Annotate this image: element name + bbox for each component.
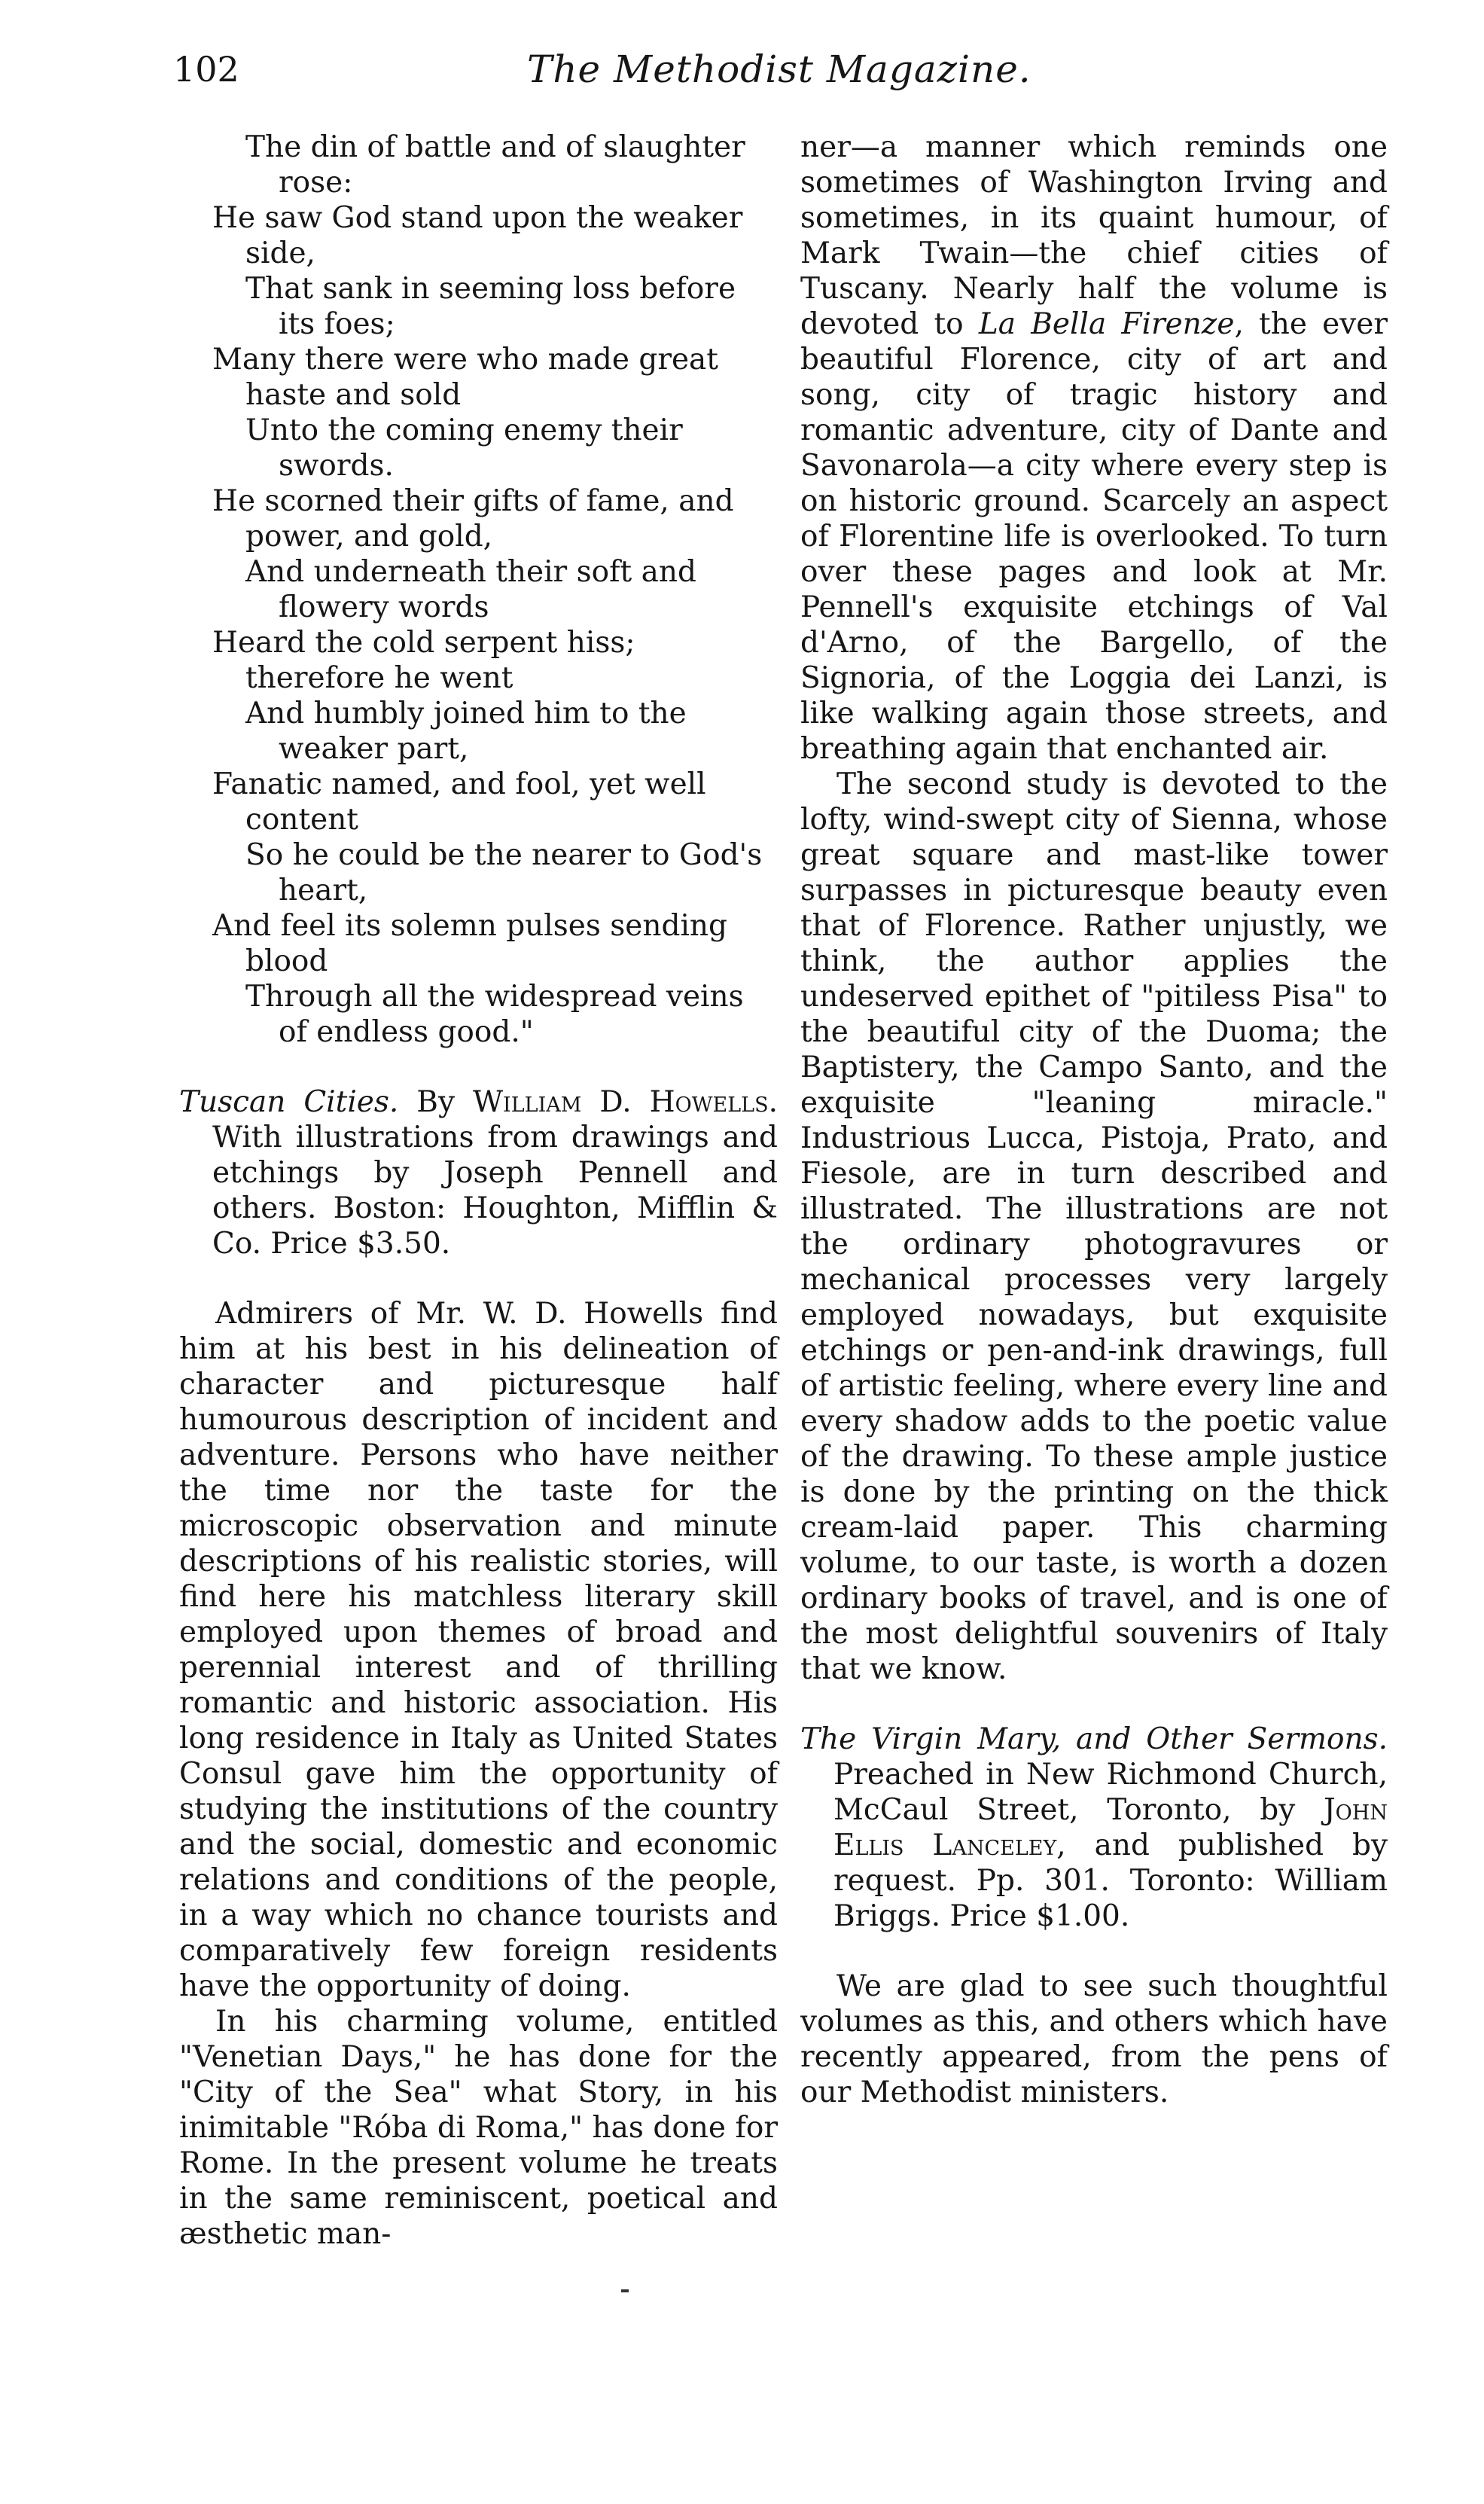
poem-line: He saw God stand upon the weaker side,: [212, 201, 743, 270]
paragraph-emphasis: La Bella Firenze: [978, 307, 1235, 341]
review-heading-virgin-mary: [800, 1722, 1388, 1934]
running-title: The Methodist Magazine.: [527, 47, 1031, 91]
book-details: and published by request. Pp. 301. Toronto: William Briggs. Price $1.00.: [833, 1828, 1388, 1933]
right-column: [800, 130, 1388, 2110]
poem-line: And humbly joined him to the weaker part,: [245, 697, 687, 766]
poem-line: Unto the coming enemy their swords.: [245, 413, 683, 483]
review-paragraph: Admirers of Mr. W. D. Howells find him at his best in his delineation of character and picturesque half humourous description of incident and adventure. Persons who have neither the time nor the taste for the microscopic observation and minute descriptions of his realistic stories, will find here his matchless literary skill employed upon themes of broad and perennial interest and of thrilling romantic and historic association. His long residence in Italy as United States Consul gave him the opportunity of studying the institutions of the country and the social, domestic and economic relations and conditions of the people, in a way which no chance tourists and comparatively few foreign residents have the opportunity of doing.: [179, 1297, 778, 2003]
poem-line: So he could be the nearer to God's heart,: [245, 838, 763, 907]
poem-quote: [179, 130, 778, 1050]
page-header: [0, 39, 1484, 99]
review-heading-tuscan-cities: [179, 1084, 778, 1261]
page-number: 102: [173, 49, 239, 90]
print-mark: [621, 2289, 629, 2292]
book-details: Preached in New Richmond Church, McCaul Street, Toronto, by: [833, 1758, 1388, 1827]
poem-line: That sank in seeming loss before its foes;: [245, 272, 736, 341]
paragraph-text: ner—a manner which reminds one sometimes of Washington Irving and sometimes, in its quaint humour, of Mark Twain—the chief cities of Tuscany. Nearly half the volume is devoted to: [800, 130, 1388, 341]
poem-line: He scorned their gifts of fame, and power, and gold,: [212, 484, 734, 554]
poem-line: The din of battle and of slaughter rose:: [245, 130, 745, 200]
poem-line: And feel its solemn pulses sending blood: [212, 909, 728, 978]
book-author: John Ellis Lanceley,: [833, 1793, 1388, 1862]
poem-line: Through all the widespread veins of endless good.": [245, 980, 744, 1049]
poem-line: Many there were who made great haste and sold: [212, 343, 718, 412]
paragraph-text: , the ever beautiful Florence, city of art and song, city of tragic history and romantic adventure, city of Dante and Savonarola—a city where every step is on historic ground. Scarcely an aspect of Florentine life is overlooked. To turn over these pages and look at Mr. Pennell's exquisite etchings of Val d'Arno, of the Bargello, of the Signoria, of the Loggia dei Lanzi, is like walking again those streets, and breathing again that enchanted air.: [800, 307, 1388, 766]
book-author: William D. Howells.: [472, 1085, 778, 1119]
book-title: Tuscan Cities.: [179, 1085, 399, 1119]
review-paragraph: We are glad to see such thoughtful volumes as this, and others which have recently appeared, from the pens of our Methodist ministers.: [800, 1969, 1388, 2109]
review-paragraph: The second study is devoted to the lofty, wind-swept city of Sienna, whose great square and mast-like tower surpasses in picturesque beauty even that of Florence. Rather unjustly, we think, the author applies the undeserved epithet of "pitiless Pisa" to the beautiful city of the Duoma; the Baptistery, the Campo Santo, and the exquisite "leaning miracle." Industrious Lucca, Pistoja, Prato, and Fiesole, are in turn described and illustrated. The illustrations are not the ordinary photogravures or mechanical processes very largely employed nowadays, but exquisite etchings or pen-and-ink drawings, full of artistic feeling, where every line and every shadow adds to the poetic value of the drawing. To these ample justice is done by the printing on the thick cream-laid paper. This charming volume, to our taste, is worth a dozen ordinary books of travel, and is one of the most delightful souvenirs of Italy that we know.: [800, 767, 1388, 1686]
book-details: With illustrations from drawings and etchings by Joseph Pennell and others. Boston: Houghton, Mifflin & Co. Price $3.50.: [212, 1121, 778, 1261]
poem-line: Heard the cold serpent hiss; therefore he went: [212, 626, 635, 695]
review-paragraph: [800, 130, 1388, 767]
book-title: The Virgin Mary, and Other Sermons.: [800, 1722, 1388, 1756]
by-word: By: [416, 1085, 455, 1119]
poem-line: Fanatic named, and fool, yet well content: [212, 767, 706, 837]
review-paragraph: In his charming volume, entitled "Venetian Days," he has done for the "City of the Sea" what Story, in his inimitable "Róba di Roma," has done for Rome. In the present volume he treats in the same reminiscent, poetical and æsthetic man-: [179, 2005, 778, 2251]
left-column: [179, 130, 778, 2252]
poem-line: And underneath their soft and flowery words: [245, 555, 696, 624]
